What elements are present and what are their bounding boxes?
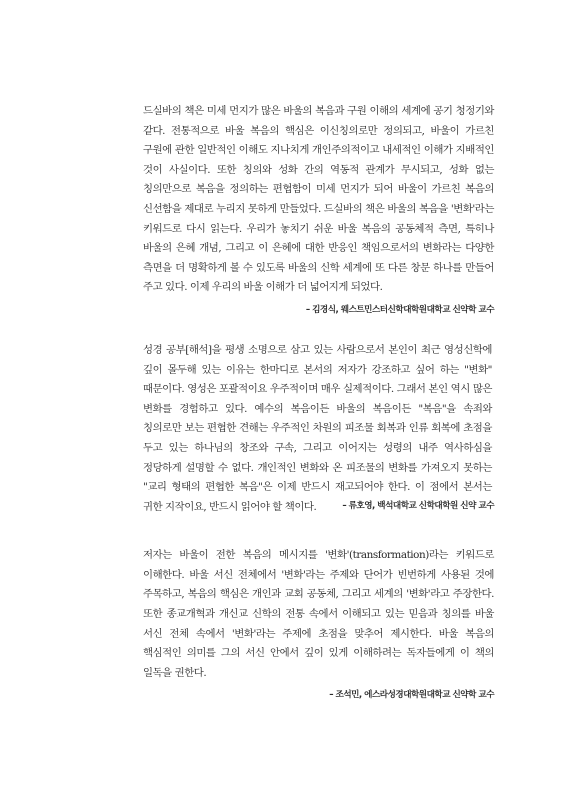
endorsement-attribution: – 조석민, 에스라성경대학원대학교 신약학 교수 (329, 690, 494, 701)
endorsement-text: 드실바의 책은 미세 먼지가 많은 바울의 복음과 구원 이해의 세계에 공기 청정기와 같다. 전통적으로 바울 복음의 핵심은 이신칭의로만 정의되고, 바울이 가르친 구원에 관한 일반적인 이해도 지나치게 개인주의적이고 내세적인 이해가 지배적인 것이 사실이다. 또한 칭의와 성화 간의 역동적 관계가 무시되고, 성화 없는 칭의만으로 복음을 정의하는 편협함이 미세 먼지가 되어 바울이 가르친 복음의 신선함을 제대로 누리지 못하게 만들었다. 드실바의 책은 바울의 복음을 '변화'라는 키워드로 다시 읽는다. 우리가 놓치기 쉬운 바울 복음의 공동체적 측면, 특히나 바울의 은혜 개념, 그리고 이 은혜에 대한 반응인 책임으로서의 변화라는 다양한 측면을 더 명확하게 볼 수 있도록 바울의 신학 세계에 또 다른 창문 하나를 만들어 주고 있다. 이제 우리의 바울 이해가 더 넓어지게 되었다. (143, 105, 494, 294)
endorsement-attribution: – 류호영, 백석대학교 신학대학원 신약 교수 (342, 501, 494, 512)
endorsement-attribution: – 김경식, 웨스트민스터신학대학원대학교 신약학 교수 (305, 304, 494, 315)
endorsement-ryu (143, 341, 494, 514)
endorsement-kim (143, 102, 494, 318)
endorsement-cho (143, 546, 494, 703)
endorsement-text: 저자는 바울이 전한 복음의 메시지를 '변화'(transformation)라는 키워드로 이해한다. 바울 서신 전체에서 '변화'라는 주제와 단어가 빈번하게 사용된 것에 주목하고, 복음의 핵심은 개인과 교회 공동체, 그리고 세계의 '변화'라고 주장한다. 또한 종교개혁과 개신교 신학의 전통 속에서 이해되고 있는 믿음과 칭의를 바울 서신 전체 속에서 '변화'라는 주제에 초점을 맞추어 제시한다. 바울 복음의 핵심적인 의미를 그의 서신 안에서 깊이 있게 이해하려는 독자들에게 이 책의 일독을 권한다. (143, 549, 494, 679)
endorsement-text: 성경 공부[해석]을 평생 소명으로 삼고 있는 사람으로서 본인이 최근 영성신학에 깊이 몰두해 있는 이유는 한마디로 본서의 저자가 강조하고 싶어 하는 "변화" 때문이다. 영성은 포괄적이요 우주적이며 매우 실제적이다. 그래서 본인 역시 많은 변화를 경험하고 있다. 예수의 복음이든 바울의 복음이든 "복음"을 속죄와 칭의로만 보는 편협한 견해는 우주적인 차원의 피조물 회복과 인류 회복에 초점을 두고 있는 하나님의 창조와 구속, 그리고 이어지는 성령의 내주 역사하심을 정당하게 설명할 수 없다. 개인적인 변화와 온 피조물의 변화를 가져오지 못하는 "교리 형태의 편협한 복음"은 이제 반드시 재고되어야 한다. 이 점에서 본서는 귀한 지작이요, 반드시 읽어야 할 책이다. (143, 343, 492, 513)
endorsements-page (143, 102, 494, 703)
